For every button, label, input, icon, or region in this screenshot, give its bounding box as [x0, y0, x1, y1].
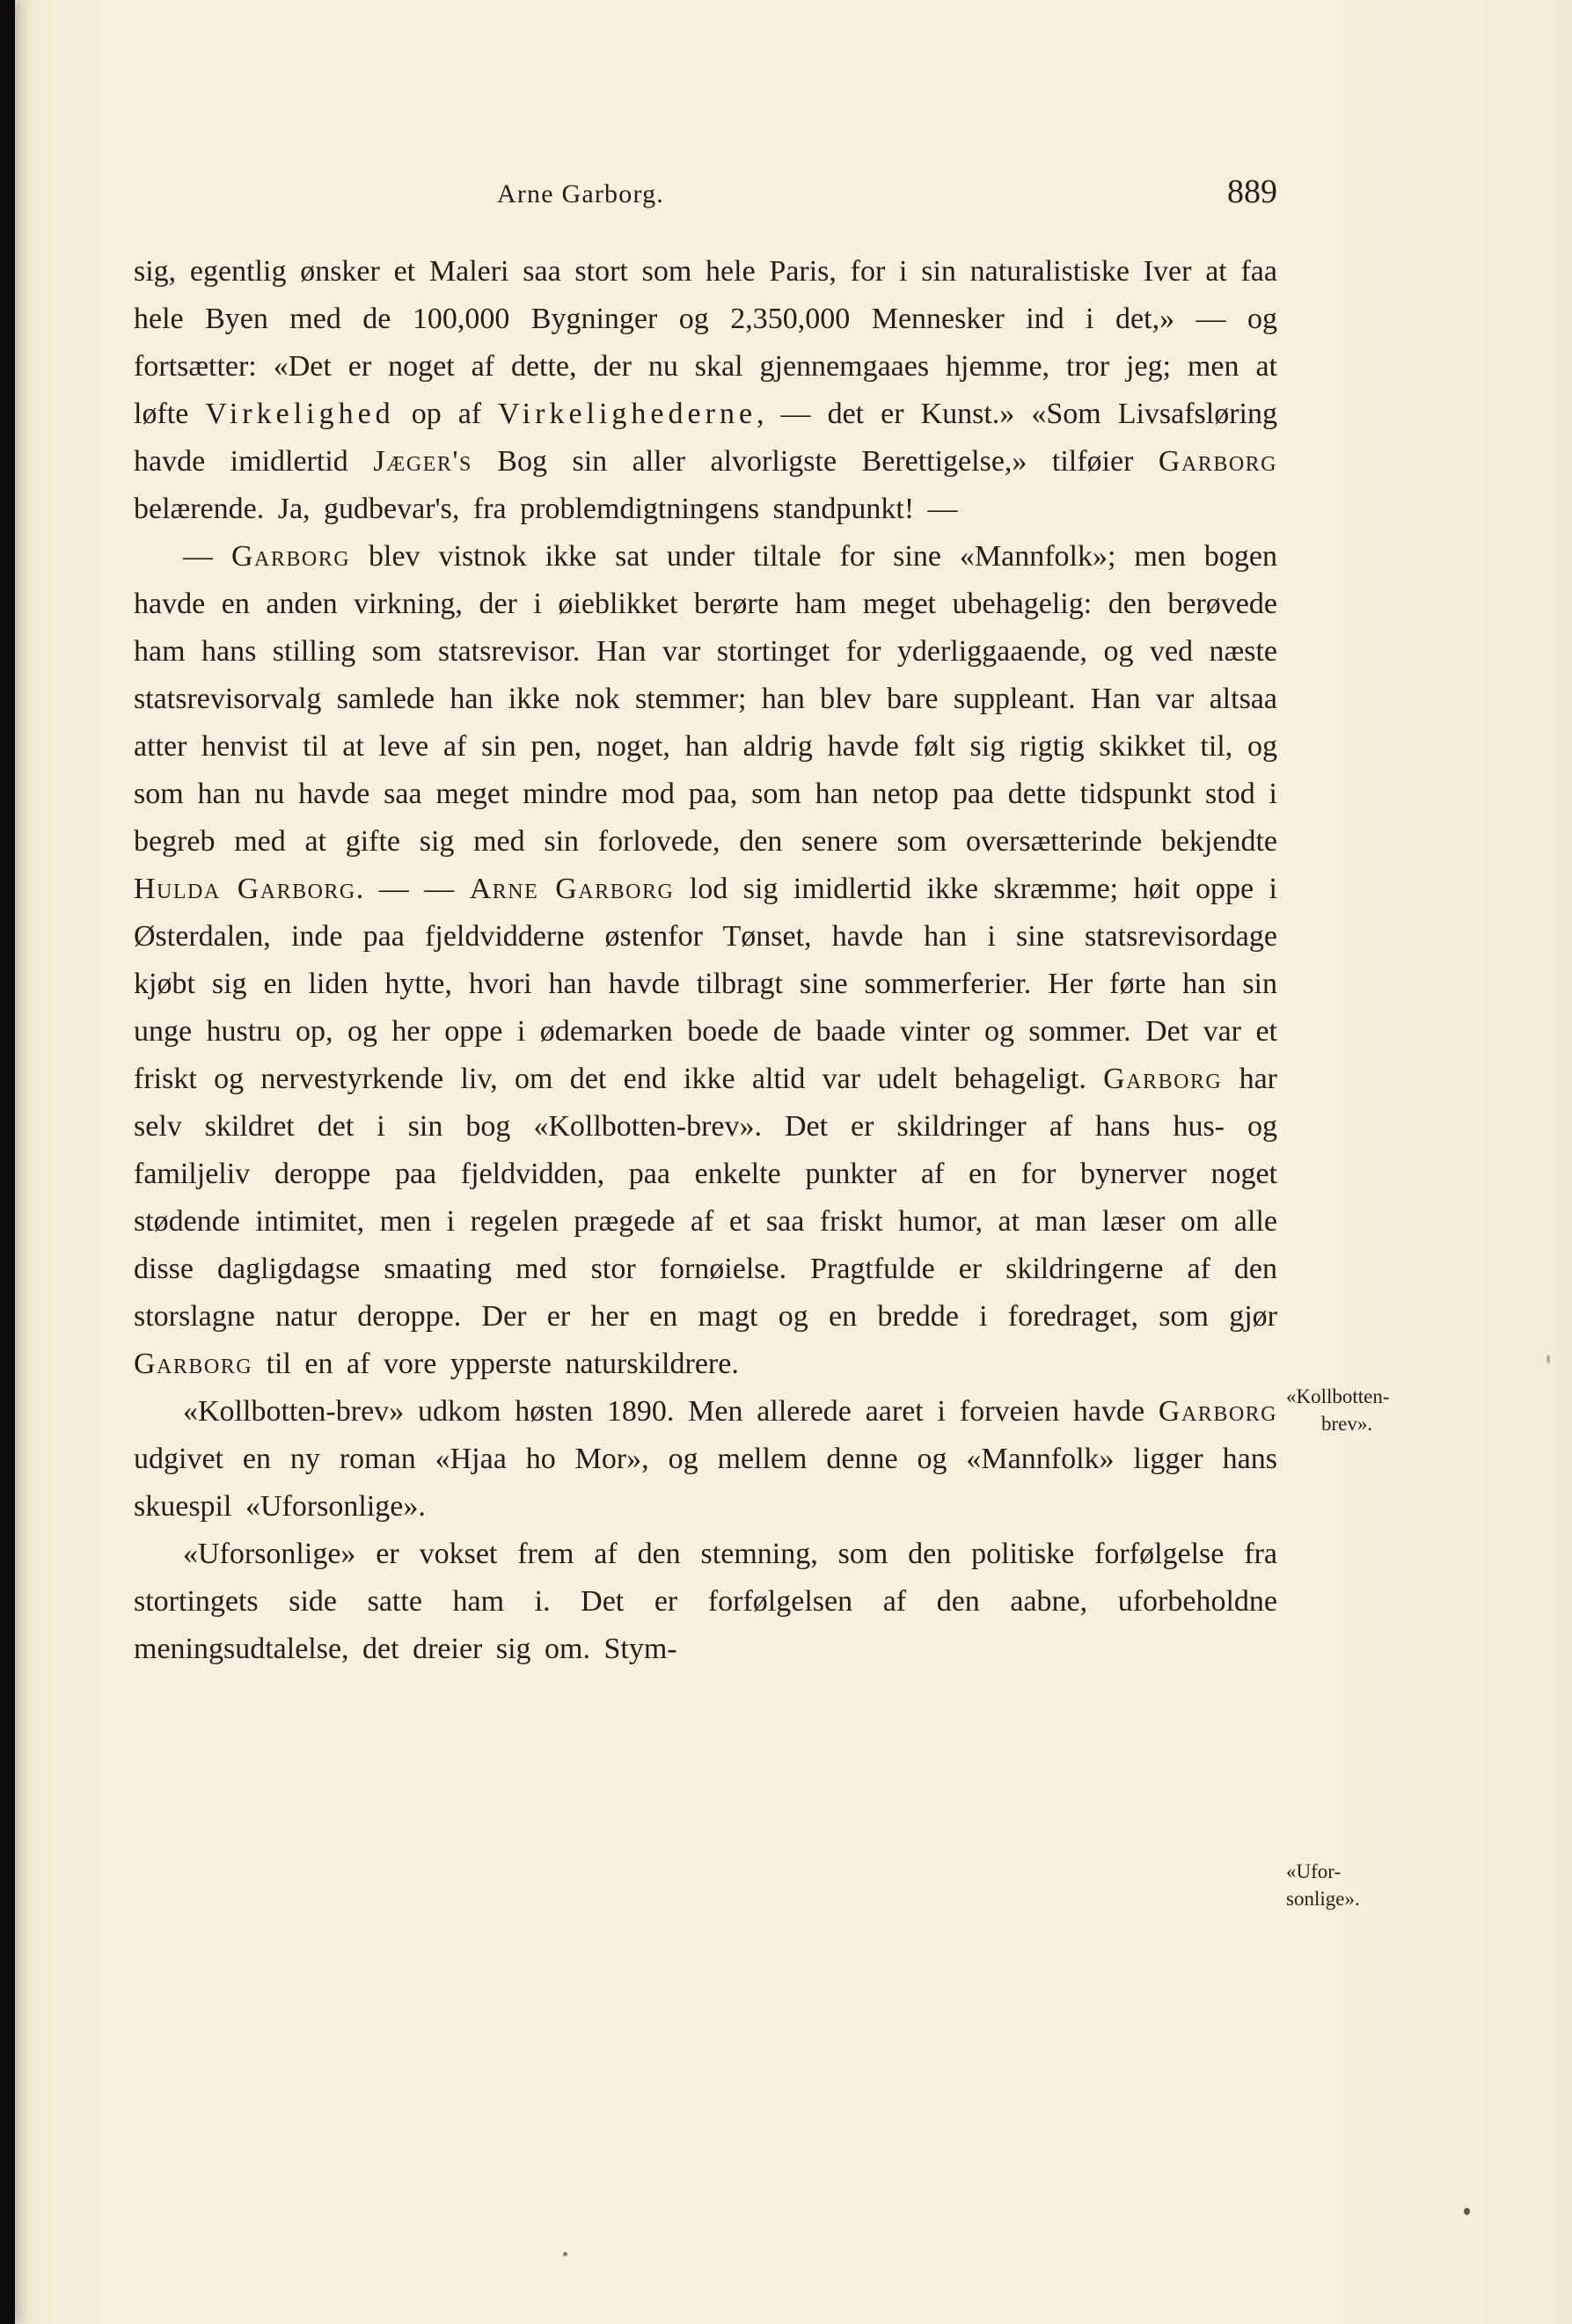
- text-segment: udgivet en ny roman «Hjaa ho Mor», og mellem denne og «Mannfolk» ligger hans skuespil «Uforsonlige».: [134, 1443, 1277, 1523]
- person-name-smallcaps: Garborg: [134, 1348, 253, 1380]
- margin-note-line: «Kollbotten-: [1286, 1385, 1390, 1407]
- paragraph: [134, 1531, 1277, 1673]
- scan-edge: [0, 0, 15, 2324]
- person-name-smallcaps: Garborg: [230, 540, 351, 573]
- margin-note: [1286, 1858, 1440, 1912]
- margin-note-line: brev».: [1321, 1413, 1373, 1435]
- person-name-smallcaps: Garborg: [1103, 1063, 1223, 1095]
- text-segment: til en af vore ypperste naturskildrere.: [252, 1348, 739, 1380]
- text-segment: «Kollbotten-brev» udkom høsten 1890. Men allerede aaret i forveien havde: [183, 1395, 1159, 1428]
- running-title: Arne Garborg.: [497, 179, 664, 208]
- margin-note-line: «Ufor-: [1286, 1860, 1342, 1882]
- text-segment: lod sig imidlertid ikke skræmme; høit oppe i Østerdalen, inde paa fjeldvidderne østenfor Tønset, havde han i sine statsrevisordage kjøbt sig en liden hytte, hvori han havde tilbragt sine sommerferier. Her førte han sin unge hustru op, og her oppe i ødemarken boede de baade vinter og sommer. Det var et friskt og nervestyrkende liv, om det end ikke altid var udelt behageligt.: [134, 873, 1277, 1095]
- text-segment: «Uforsonlige» er vokset frem af den stemning, som den politiske forfølgelse fra stortingets side satte ham i. Det er forfølgelsen af den aabne, uforbeholdne meningsudtalelse, det dreier sig om. Stym-: [134, 1538, 1277, 1665]
- text-segment: Bog sin aller alvorligste Berettigelse,» tilføier: [472, 445, 1159, 478]
- text-segment: har selv skildret det i sin bog «Kollbotten-brev». Det er skildringer af hans hus- og familjeliv deroppe paa fjeldvidden, paa enkelte punkter af en for bynerver noget stødende intimitet, men i regelen prægede af et saa friskt humor, at man læser om alle disse dagligdagse smaating med stor fornøielse. Pragtfulde er skildringerne af den storslagne natur deroppe. Der er her en magt og en bredde i foredraget, som gjør: [134, 1063, 1277, 1333]
- text-segment: . — —: [355, 873, 470, 905]
- emphasis-spaced: Virkelighed: [205, 398, 395, 430]
- text-block: [134, 248, 1277, 1673]
- person-name-smallcaps: Jæger's: [373, 445, 472, 478]
- person-name-smallcaps: Hulda Garborg: [134, 873, 356, 905]
- text-segment: —: [183, 540, 231, 573]
- person-name-smallcaps: Garborg: [1158, 445, 1277, 478]
- margin-note: [1286, 1383, 1440, 1437]
- person-name-smallcaps: Garborg: [1158, 1395, 1277, 1428]
- margin-note-line: sonlige».: [1286, 1888, 1360, 1910]
- paragraph: [134, 533, 1277, 1388]
- page-header: [134, 173, 1277, 223]
- ink-speck: [1464, 2208, 1470, 2215]
- paragraph: [134, 1388, 1277, 1531]
- text-segment: sig, egentlig ønsker et Maleri saa stort som hele Paris, for i sin naturalistiske Iver at faa hele Byen med de 100,000 Bygninger og 2,350,000 Mennesker ind i det,» — og fortsætter: «Det er noget af dette, der nu skal gjennemgaaes hjemme, tror jeg; men at løfte: [134, 255, 1277, 430]
- text-segment: belærende. Ja, gudbevar's, fra problemdigtningens standpunkt! —: [134, 493, 958, 525]
- ink-speck: [563, 2252, 567, 2256]
- text-segment: blev vistnok ikke sat under tiltale for sine «Mannfolk»; men bogen havde en anden virkning, der i øieblikket berørte ham meget ubehagelig: den berøvede ham hans stilling som statsrevisor. Han var stortinget for yderliggaaende, og ved næste statsrevisorvalg samlede han ikke nok stemmer; han blev bare suppleant. Han var altsaa atter henvist til at leve af sin pen, noget, han aldrig havde følt sig rigtig skikket til, og som han nu havde saa meget mindre mod paa, som han netop paa dette tidspunkt stod i begreb med at gifte sig med sin forlovede, den senere som oversætterinde bekjendte: [134, 540, 1278, 858]
- ink-speck: [1546, 1355, 1550, 1363]
- text-segment: , — det er Kunst.» «Som Livsafsløring havde imidlertid: [134, 398, 1277, 478]
- text-segment: op af: [394, 398, 499, 430]
- person-name-smallcaps: Arne Garborg: [469, 873, 675, 905]
- page-number: 889: [1227, 173, 1277, 210]
- paragraph: [134, 248, 1277, 533]
- emphasis-spaced: Virkelighederne: [498, 398, 757, 430]
